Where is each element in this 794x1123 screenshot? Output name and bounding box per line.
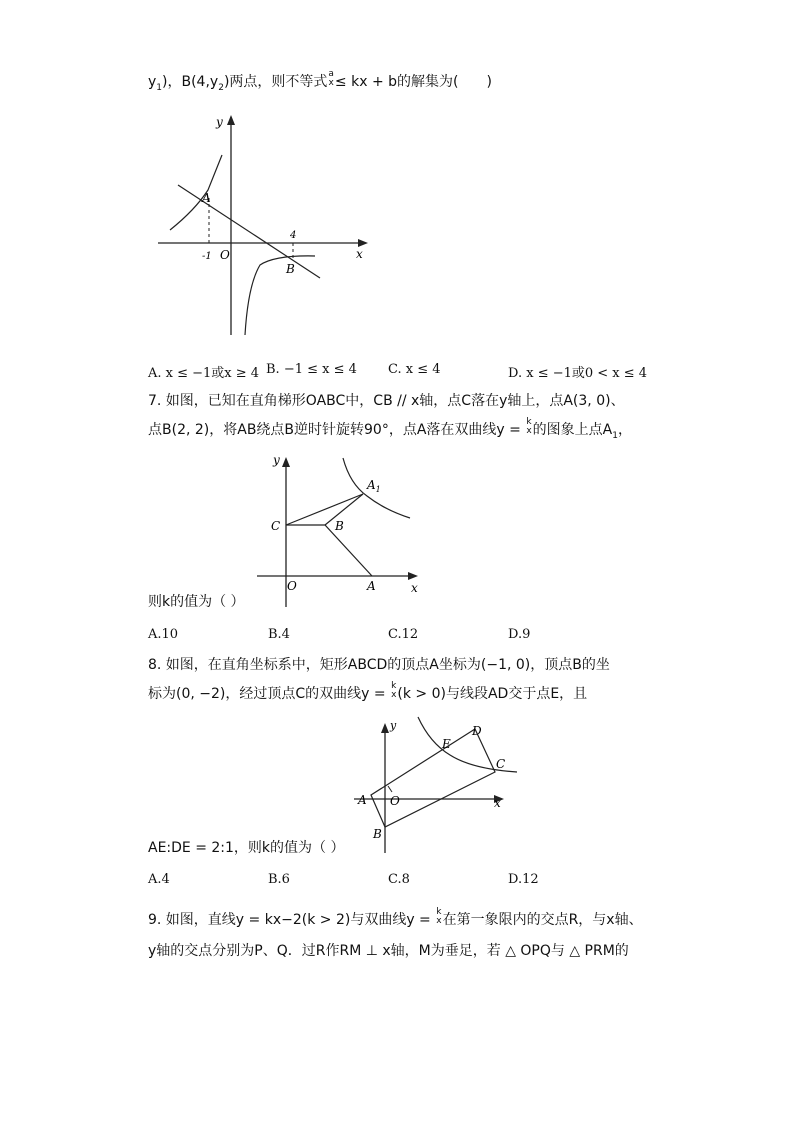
q6-frac-den: x — [328, 78, 334, 88]
q7-option-d[interactable]: D.9 — [508, 627, 531, 642]
q8-text-b: (k > 0)与线段AD交于点E，且 — [397, 686, 588, 702]
q7-y-arrow — [282, 457, 290, 467]
q7-label-C: C — [271, 519, 281, 533]
q8-label-y: y — [390, 719, 397, 732]
q7-label-B: B — [335, 519, 344, 533]
q7-label-A1 — [366, 478, 381, 494]
q8-label-B: B — [373, 827, 382, 841]
q7-text-b: 的图象上点A — [532, 422, 613, 438]
q6-option-a[interactable]: A. x ≤ −1或x ≥ 4 — [148, 366, 260, 381]
q8-label-x: x — [494, 796, 501, 810]
q6-label-A: A — [202, 191, 211, 205]
q7-stem-line2 — [148, 417, 632, 446]
q9-fraction — [436, 908, 441, 926]
q8-fraction — [391, 682, 396, 700]
q7-label-A1-sub: 1 — [375, 485, 381, 494]
q8-y-arrow — [381, 723, 389, 733]
q9-stem-line2: y轴的交点分别为P、Q．过R作RM ⊥ x轴，M为垂足，若 △ OPQ与 △ PRM的 — [148, 943, 629, 959]
q7-text-a: 点B(2, 2)，将AB绕点B逆时针旋转90°，点A落在双曲线y = — [148, 422, 526, 438]
q7-frac-den: x — [526, 426, 532, 436]
q6-figure — [150, 110, 380, 340]
q6-stem-line — [148, 69, 492, 98]
q7-text-c: ， — [617, 422, 632, 438]
q6-label-x: x — [356, 247, 363, 261]
q9-text-b: 在第一象限内的交点R，与x轴、 — [442, 912, 643, 928]
q7-figure — [255, 452, 430, 607]
q8-frac-den: x — [391, 690, 397, 700]
q7-stem-line3: 则k的值为（ ） — [148, 594, 245, 610]
q7-segment-BA1 — [325, 494, 363, 525]
q8-stem-line1: 8. 如图，在直角坐标系中，矩形ABCD的顶点A坐标为(−1, 0)，顶点B的坐 — [148, 657, 610, 673]
q8-label-E: E — [442, 737, 451, 751]
q7-fraction — [526, 418, 531, 436]
q6-label-B: B — [286, 262, 295, 276]
q9-frac-den: x — [436, 916, 442, 926]
q6-label-y: y — [216, 115, 223, 129]
q6-sub1: 1 — [156, 82, 163, 93]
q6-label-O: O — [220, 248, 230, 262]
q6-text-a: y — [148, 74, 157, 90]
q6-sub2: 2 — [218, 82, 224, 93]
q7-label-A: A — [367, 579, 376, 593]
q6-x-arrow — [358, 239, 368, 247]
q6-text-d: ≤ kx + b的解集为( ) — [334, 74, 492, 90]
q7-option-b[interactable]: B.4 — [268, 627, 290, 642]
q9-frac-num: k — [436, 907, 442, 917]
q8-option-c[interactable]: C.8 — [388, 872, 410, 887]
q7-label-y: y — [273, 453, 280, 467]
q7-sub: 1 — [612, 430, 618, 441]
q8-tick — [388, 786, 392, 792]
q8-rectangle — [371, 729, 495, 827]
q8-label-O: O — [390, 794, 400, 808]
q7-stem-line1: 7. 如图，已知在直角梯形OABC中，CB // x轴，点C落在y轴上，点A(3, 0)、 — [148, 393, 625, 409]
q6-fraction — [328, 70, 334, 88]
q9-text-a: 9. 如图，直线y = kx−2(k > 2)与双曲线y = — [148, 912, 436, 928]
q8-option-d[interactable]: D.12 — [508, 872, 539, 887]
q9-stem-line1 — [148, 907, 643, 930]
q8-text-a: 标为(0, −2)，经过顶点C的双曲线y = — [148, 686, 391, 702]
q7-frac-num: k — [526, 417, 532, 427]
q8-figure — [352, 715, 522, 857]
q7-label-A1-main: A — [367, 478, 376, 492]
q7-label-x: x — [411, 581, 418, 595]
q6-y-arrow — [227, 115, 235, 125]
q7-label-O: O — [287, 579, 297, 593]
q8-stem-line3: AE:DE = 2:1，则k的值为（ ） — [148, 840, 345, 856]
q6-line — [178, 185, 320, 278]
q7-segment-CA1 — [286, 494, 363, 525]
q6-text-c: )两点，则不等式 — [223, 74, 328, 90]
q6-frac-num: a — [328, 69, 334, 79]
q8-option-a[interactable]: A.4 — [148, 872, 170, 887]
q8-stem-line2 — [148, 681, 588, 704]
q7-option-c[interactable]: C.12 — [388, 627, 419, 642]
q8-label-A: A — [358, 793, 367, 807]
q8-label-D: D — [472, 724, 482, 738]
q7-x-arrow — [408, 572, 418, 580]
q6-option-b[interactable]: B. −1 ≤ x ≤ 4 — [266, 362, 357, 377]
q6-hyperbola-left — [170, 155, 222, 230]
q7-option-a[interactable]: A.10 — [148, 627, 179, 642]
q6-label-minus1: -1 — [202, 251, 212, 262]
q6-option-c[interactable]: C. x ≤ 4 — [388, 362, 441, 377]
q8-frac-num: k — [391, 681, 397, 691]
q6-label-4: 4 — [290, 230, 297, 241]
q8-label-C: C — [496, 757, 506, 771]
q6-text-b: )，B(4,y — [162, 74, 219, 90]
q6-option-d[interactable]: D. x ≤ −1或0 < x ≤ 4 — [508, 366, 648, 381]
q8-option-b[interactable]: B.6 — [268, 872, 290, 887]
q7-trapezoid — [286, 525, 372, 576]
